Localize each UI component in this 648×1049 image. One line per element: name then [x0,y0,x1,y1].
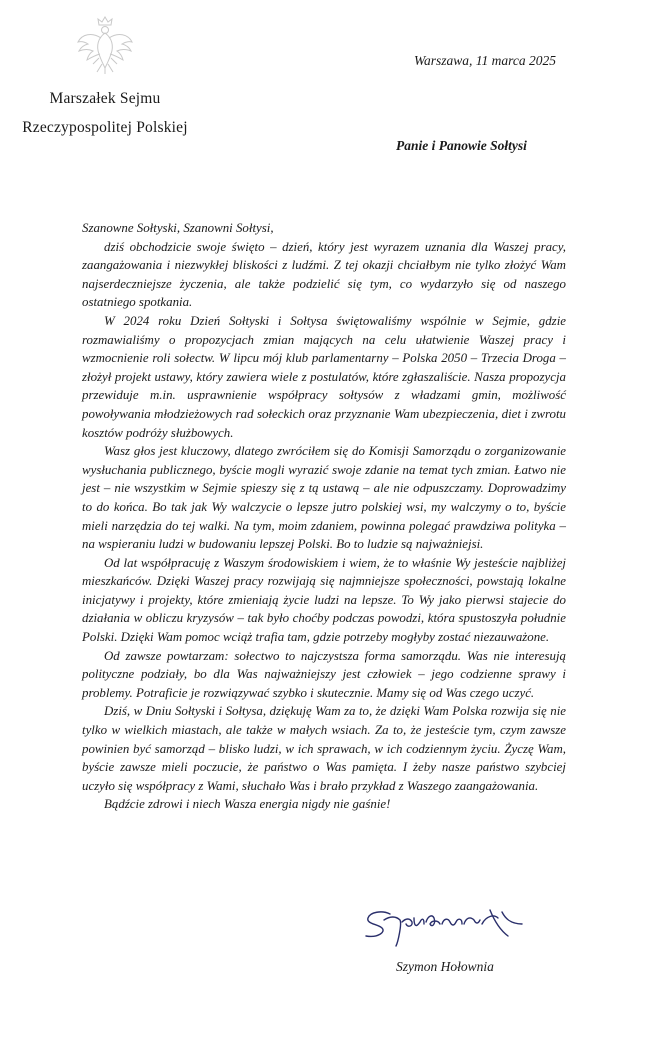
eagle-emblem-icon [72,14,138,76]
salutation: Szanowne Sołtyski, Szanowni Sołtysi, [82,221,274,235]
recipient-line: Panie i Panowie Sołtysi [396,138,527,153]
paragraph-2: W 2024 roku Dzień Sołtyski i Sołtysa świętowaliśmy wspólnie w Sejmie, gdzie rozmawialiśmy o propozycjach zmian mających na celu ułatwienie Waszej pracy i wzmocnienie roli sołectw. W lipcu mój klub parlamentarny – Polska 2050 – Trzecia Droga – złożył projekt ustawy, który zawiera wiele z postulatów, które zgłaszaliście. Nasza propozycja przewiduje m.in. usprawnienie współpracy sołtysów z władzami gmin, możliwość powoływania młodzieżowych rad sołeckich oraz przyznanie Wam ubezpieczenia, diet i zwrotu kosztów podróży służbowych. [82,313,566,440]
sender-block [0,84,210,142]
letter-body [82,219,566,814]
paragraph-4: Od lat współpracuję z Waszym środowiskiem i wiem, że to właśnie Wy jesteście najbliżej mieszkańców. Dzięki Waszej pracy rozwijają się najmniejsze społeczności, powstają lokalne inicjatywy i projekty, które zmieniają życie ludzi na lepsze. To Wy jako pierwsi stajecie do działania w obliczu kryzysów – tak było choćby podczas powodzi, która spustoszyła południe Polski. Dzięki Wam pomoc wciąż trafia tam, gdzie potrzeby mogłyby zostać niezauważone. [82,555,566,645]
signer-name: Szymon Hołownia [396,959,494,974]
sender-title: Marszałek Sejmu [49,90,161,107]
handwritten-signature-icon [362,902,544,948]
sender-institution: Rzeczypospolitej Polskiej [22,119,188,136]
paragraph-6: Dziś, w Dniu Sołtyski i Sołtysa, dziękuję Wam za to, że dzięki Wam Polska rozwija się nie tylko w wielkich miastach, ale także w małych wsiach. Za to, że jesteście tym, czym zawsze powinien być samorząd – blisko ludzi, w ich sprawach, w ich codziennym życiu. Życzę Wam, byście zawsze mieli poczucie, że państwo o Was pamięta. I żeby nasze państwo szybciej uczyło się współpracy z Wami, słuchało Was i brało przykład z Waszego zaangażowania. [82,704,566,793]
closing-wish: Bądźcie zdrowi i niech Wasza energia nigdy nie gaśnie! [104,797,391,812]
paragraph-1: dziś obchodzicie swoje święto – dzień, który jest wyrazem uznania dla Waszej pracy, zaangażowania i niezwykłej bliskości z ludźmi. Z tej okazji chciałbym nie tylko złożyć Wam najserdeczniejsze życzenia, ale także podzielić się tym, co wydarzyło się od naszego ostatniego spotkania. [82,239,566,310]
paragraph-5: Od zawsze powtarzam: sołectwo to najczystsza forma samorządu. Was nie interesują polityczne podziały, bo dla Was najważniejszy jest człowiek – jego codzienne sprawy i problemy. Potraficie je rozwiązywać szybko i skutecznie. Mamy się od Was czego uczyć. [82,648,566,700]
place-and-date: Warszawa, 11 marca 2025 [413,53,556,68]
paragraph-3: Wasz głos jest kluczowy, dlatego zwróciłem się do Komisji Samorządu o zorganizowanie wysłuchania publicznego, byście mogli wyrazić swoje zdanie na temat tych zmian. Łatwo nie jest – nie wszystkim w Sejmie spieszy się z tą ustawą – ale nie odpuszczamy. Doprowadzimy to do końca. Bo tak jak Wy walczycie o lepsze jutro polskiej wsi, my walczymy o to, byście mieli narzędzia do tej walki. Na tym, moim zdaniem, powinna polegać prawdziwa polityka – na wspieraniu ludzi w budowaniu lepszej Polski. Bo to ludzie są najważniejsi. [82,444,566,552]
